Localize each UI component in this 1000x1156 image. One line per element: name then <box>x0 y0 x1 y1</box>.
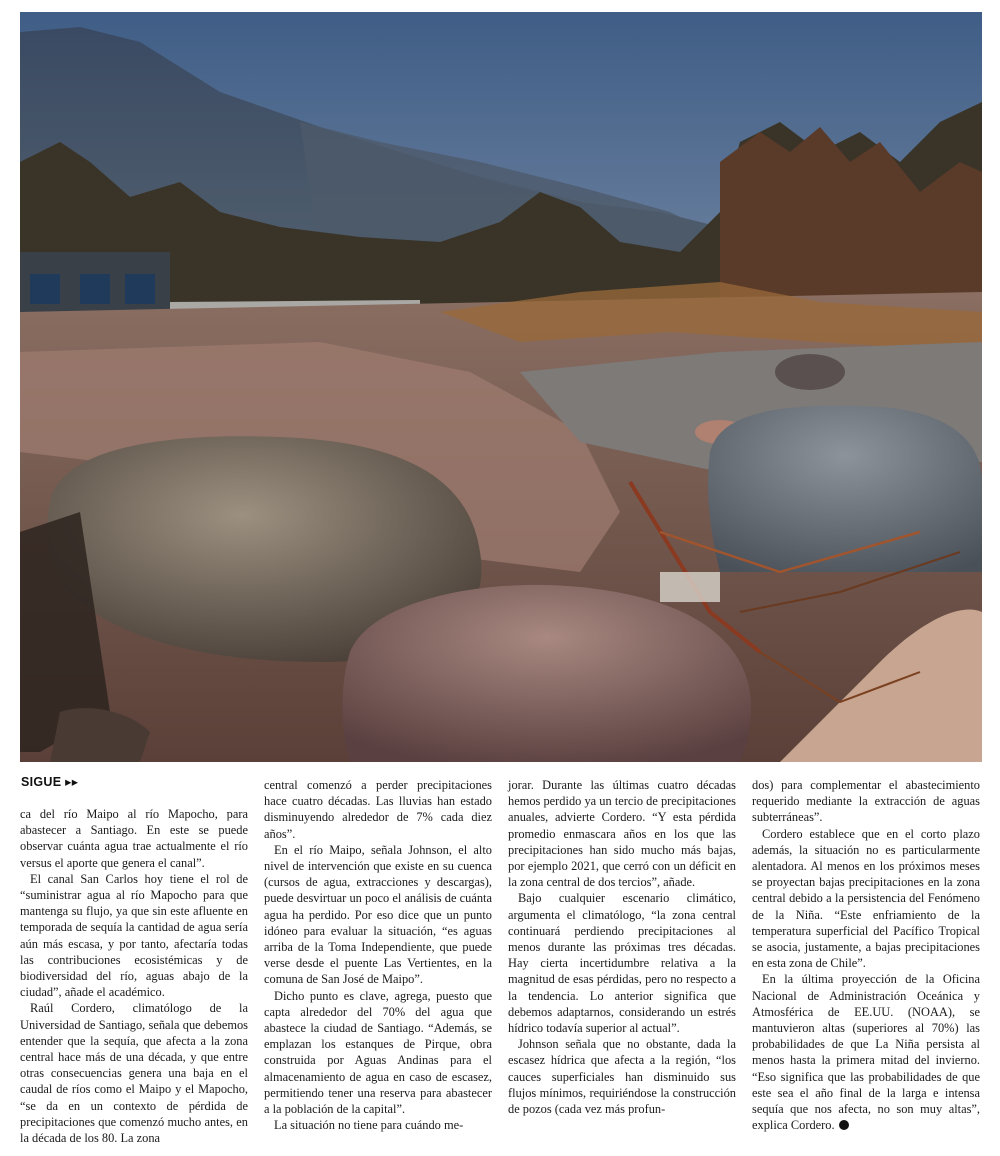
paragraph: Bajo cualquier escenario climático, argumenta el climatólogo, “la zona central continuará perdiendo precipitaciones al menos durante las próximas tres décadas. Hay cierta incertidumbre relativa a la magnitud de esas pérdidas, pero no respecto a la tendencia. Lo anterior significa que debemos adaptarnos, considerando un estrés hídrico todavía superior al actual”. <box>508 891 736 1036</box>
paragraph: En el río Maipo, señala Johnson, el alto nivel de intervención que existe en su cuenca (cursos de agua, extracciones y descargas), puede desvirtuar un poco el análisis de cuánta agua ha perdido. Por eso dice que un punto idóneo para evaluar la situación, “es aguas arriba de la Toma Independiente, que puede verse desde el puente Las Vertientes, en la comuna de San José de Maipo”. <box>264 842 492 987</box>
continues-marker: SIGUE ▸▸ <box>21 775 79 789</box>
article-column-3 <box>508 777 736 1117</box>
article-column-4 <box>752 777 980 1133</box>
paragraph: Cordero establece que en el corto plazo además, la situación no es particularmente alentadora. Al menos en los próximos meses se proyectan bajas precipitaciones en la zona central debido a la persistencia del Fenómeno de la Niña. “Este enfriamiento de la temperatura superficial del Pacífico Tropical se asocia, justamente, a bajas precipitaciones en esta zona de Chile”. <box>752 826 980 971</box>
article-photo <box>20 12 982 762</box>
paragraph: central comenzó a perder precipitaciones hace cuatro décadas. Las lluvias han estado disminuyendo alrededor de 7% cada diez años”. <box>264 778 492 841</box>
paragraph: jorar. Durante las últimas cuatro décadas hemos perdido ya un tercio de precipitaciones anuales, advierte Cordero. “Y esta pérdida promedio enmascara años en los que las precipitaciones han sido mucho más bajas, por ejemplo 2021, que cerró con un déficit en la zona central de dos tercios”, añade. <box>508 778 736 890</box>
paragraph: Dicho punto es clave, agrega, puesto que capta alrededor del 70% del agua que abastece la ciudad de Santiago. “Además, se emplazan los estanques de Pirque, obra construida por Aguas Andinas para el almacenamiento de agua en caso de escasez, permitiendo tener una reserva para abastecer a la población de la capital”. <box>264 988 492 1117</box>
river-landscape-illustration <box>20 12 982 762</box>
paragraph: Johnson señala que no obstante, dada la escasez hídrica que afecta a la región, “los cauces superficiales han disminuido sus flujos mínimos, requiriéndose la construcción de pozos (cada vez más profun- <box>508 1037 736 1117</box>
paragraph: El canal San Carlos hoy tiene el rol de “suministrar agua al río Mapocho para que mantenga su flujo, ya que sin este afluente en temporada de sequía la cantidad de agua sería aún más escasa, y por tanto, afectaría todas las contribuciones ecosistémicas y de biodiversidad del río, aguas abajo de la ciudad”, añade el académico. <box>20 871 248 1000</box>
paragraph: La situación no tiene para cuándo me- <box>274 1118 464 1133</box>
paragraph-text: En la última proyección de la Oficina Nacional de Administración Oceánica y Atmosférica de EE.UU. (NOAA), se mantuvieron altas (superiores al 70%) las probabilidades de que La Niña persista al menos hasta la primera mitad del invierno. “Eso significa que las probabilidades de que este sea el año final de la larga e intensa sequía que nos afecta, no son muy altas”, explica Cordero. <box>752 972 980 1133</box>
end-of-article-mark <box>839 1120 849 1130</box>
paragraph: dos) para complementar el abastecimiento requerido mediante la extracción de aguas subterráneas”. <box>752 778 980 825</box>
paragraph-last <box>752 971 980 1133</box>
article-column-1 <box>20 806 248 1146</box>
article-column-2 <box>264 777 492 1133</box>
paragraph: ca del río Maipo al río Mapocho, para abastecer a Santiago. En este se puede observar cuánta agua trae actualmente el río versus el aporte que genera el canal”. <box>20 807 248 870</box>
paragraph: Raúl Cordero, climatólogo de la Universidad de Santiago, señala que debemos entender que la sequía, que afecta a la zona central hace más de una década, y que entre otras consecuencias genera una baja en el caudal de ríos como el Maipo y el Mapocho, “se da en un contexto de pérdida de precipitaciones que comenzó mucho antes, en la década de los 80. La zona <box>20 1001 248 1146</box>
